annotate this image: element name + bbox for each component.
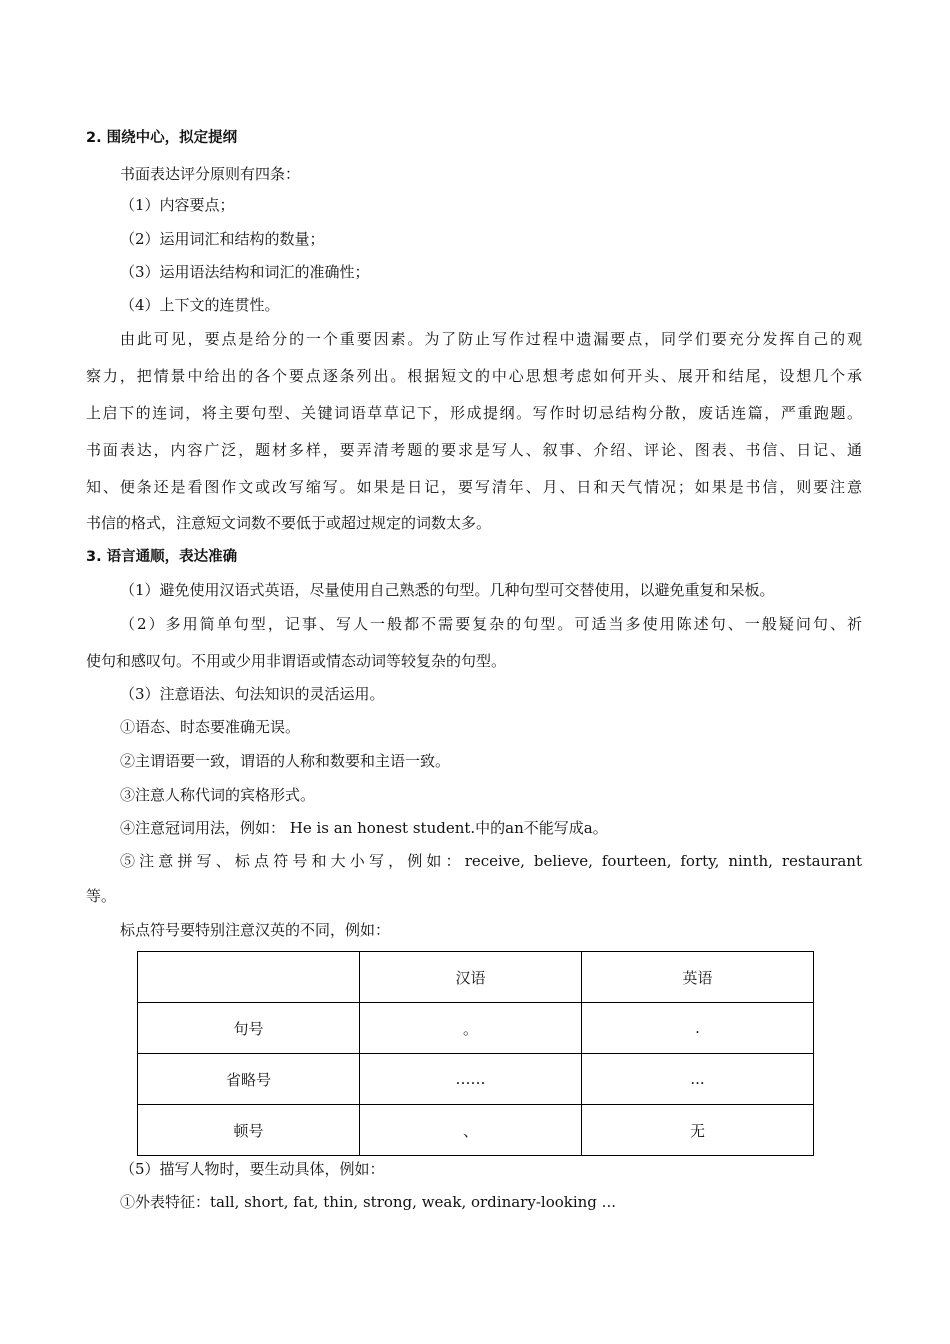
sub-point-4: ④注意冠词用法，例如： He is an honest student.中的an不能写成a。	[120, 819, 608, 837]
punctuation-note: 标点符号要特别注意汉英的不同，例如：	[120, 921, 391, 939]
sub-point-5-cont: 等。	[86, 887, 117, 905]
table-cell: 顿号	[138, 1105, 360, 1156]
sub-point-2: ②主谓语要一致，谓语的人称和数要和主语一致。	[120, 752, 451, 770]
section-3-item-5: （5）描写人物时，要生动具体，例如：	[120, 1160, 385, 1178]
table-cell: 。	[360, 1003, 582, 1054]
table-cell: ...	[582, 1054, 814, 1105]
section-2-intro: 书面表达评分原则有四条：	[120, 165, 301, 183]
table-row	[138, 1003, 814, 1054]
section-3-item-1: （1）避免使用汉语式英语，尽量使用自己熟悉的句型。几种句型可交替使用，以避免重复和呆板。	[120, 581, 775, 599]
paragraph-line: 上启下的连词，将主要句型、关键词语草草记下，形成提纲。写作时切忌结构分散，废话连篇，严重跑题。	[86, 404, 862, 422]
paragraph-line: 知、便条还是看图作文或改写缩写。如果是日记，要写清年、月、日和天气情况；如果是书信，则要注意	[86, 478, 862, 496]
section-3-item-2-cont: 使句和感叹句。不用或少用非谓语或情态动词等较复杂的句型。	[86, 652, 507, 670]
criterion-1: （1）内容要点；	[120, 196, 235, 214]
table-header-cell: 英语	[582, 952, 814, 1003]
criterion-3: （3）运用语法结构和词汇的准确性；	[120, 263, 370, 281]
paragraph-line: 由此可见，要点是给分的一个重要因素。为了防止写作过程中遗漏要点，同学们要充分发挥自己的观	[120, 330, 862, 348]
section-3-item-2: （2）多用简单句型，记事、写人一般都不需要复杂的句型。可适当多使用陈述句、一般疑问句、祈	[120, 615, 862, 633]
paragraph-line: 书面表达，内容广泛，题材多样，要弄清考题的要求是写人、叙事、介绍、评论、图表、书信、日记、通	[86, 441, 862, 459]
table-row	[138, 1105, 814, 1156]
section-2-heading: 2. 围绕中心，拟定提纲	[86, 130, 238, 146]
table-cell: 省略号	[138, 1054, 360, 1105]
table-header-cell	[138, 952, 360, 1003]
sub-point-5: ⑤注意拼写、标点符号和大小写，例如：receive, believe, fourteen, forty, ninth, restaurant	[120, 852, 862, 870]
table-cell: ……	[360, 1054, 582, 1105]
table-cell: 句号	[138, 1003, 360, 1054]
section-3-item-3: （3）注意语法、句法知识的灵活运用。	[120, 685, 385, 703]
table-cell: 、	[360, 1105, 582, 1156]
paragraph-line: 察力，把情景中给出的各个要点逐条列出。根据短文的中心思想考虑如何开头、展开和结尾，设想几个承	[86, 367, 862, 385]
sub-point-3: ③注意人称代词的宾格形式。	[120, 786, 316, 804]
section-3-heading: 3. 语言通顺，表达准确	[86, 549, 238, 565]
appearance-features: ①外表特征：tall, short, fat, thin, strong, weak, ordinary-looking ...	[120, 1193, 616, 1211]
table-row	[138, 1054, 814, 1105]
punctuation-table	[137, 951, 814, 1156]
table-header-cell: 汉语	[360, 952, 582, 1003]
paragraph-line: 书信的格式，注意短文词数不要低于或超过规定的词数太多。	[86, 514, 492, 532]
table-header-row	[138, 952, 814, 1003]
table-cell: 无	[582, 1105, 814, 1156]
table-cell: .	[582, 1003, 814, 1054]
criterion-4: （4）上下文的连贯性。	[120, 296, 280, 314]
sub-point-1: ①语态、时态要准确无误。	[120, 718, 301, 736]
criterion-2: （2）运用词汇和结构的数量；	[120, 230, 325, 248]
